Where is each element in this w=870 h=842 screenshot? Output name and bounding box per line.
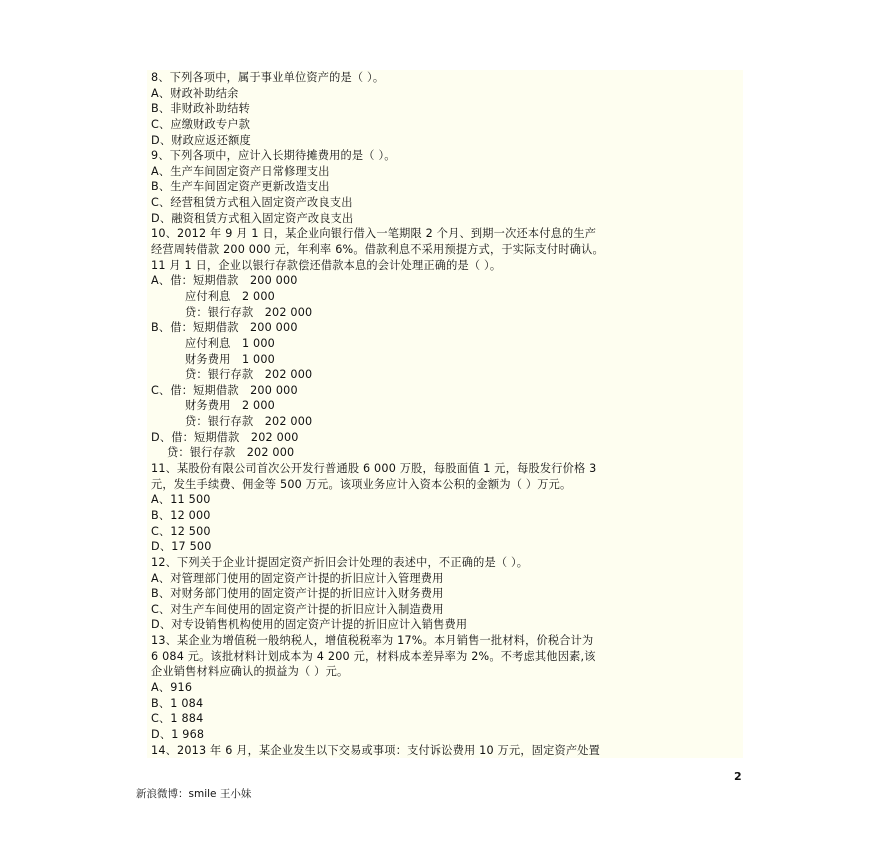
footer-text: 新浪微博：smile 王小妹: [136, 788, 252, 800]
option-12a: A、对管理部门使用的固定资产计提的折旧应计入管理费用: [151, 571, 444, 585]
question-10-line-2: 经营周转借款 200 000 元，年利率 6%。借款利息不采用预提方式，于实际支付时确认。: [151, 243, 604, 257]
option-10d-debit: D、借：短期借款 202 000: [151, 430, 299, 444]
option-8b: B、非财政补助结转: [151, 102, 250, 116]
option-12c: C、对生产车间使用的固定资产计提的折旧应计入制造费用: [151, 602, 444, 616]
option-10c-credit: 贷：银行存款 202 000: [185, 415, 313, 429]
option-10b-debit-1: B、借：短期借款 200 000: [151, 321, 298, 335]
option-10a-credit: 贷：银行存款 202 000: [185, 305, 313, 319]
question-10-line-1: 10、2012 年 9 月 1 日，某企业向银行借入一笔期限 2 个月、到期一次还本付息的生产: [151, 227, 597, 241]
document-body: [151, 70, 743, 758]
option-8a: A、财政补助结余: [151, 86, 239, 100]
option-11c: C、12 500: [151, 524, 211, 538]
option-10c-debit-2: 财务费用 2 000: [185, 399, 275, 413]
option-10a-debit-1: A、借：短期借款 200 000: [151, 274, 298, 288]
question-12: 12、下列关于企业计提固定资产折旧会计处理的表述中，不正确的是（ ）。: [151, 555, 529, 569]
option-12b: B、对财务部门使用的固定资产计提的折旧应计入财务费用: [151, 587, 444, 601]
option-10b-debit-3: 财务费用 1 000: [185, 352, 275, 366]
question-13-line-1: 13、某企业为增值税一般纳税人，增值税税率为 17%。本月销售一批材料，价税合计为: [151, 634, 594, 648]
option-11b: B、12 000: [151, 508, 211, 522]
option-13a: A、916: [151, 680, 193, 694]
page-number: 2: [734, 770, 742, 783]
option-13d: D、1 968: [151, 727, 205, 741]
option-13b: B、1 084: [151, 696, 204, 710]
option-13c: C、1 884: [151, 712, 204, 726]
question-14-line-1: 14、2013 年 6 月，某企业发生以下交易或事项：支付诉讼费用 10 万元，固定资产处置: [151, 743, 601, 757]
option-9c: C、经营租赁方式租入固定资产改良支出: [151, 196, 353, 210]
question-13-line-2: 6 084 元。该批材料计划成本为 4 200 元，材料成本差异率为 2%。不考虑其他因素,该: [151, 649, 596, 663]
option-10c-debit-1: C、借：短期借款 200 000: [151, 383, 298, 397]
option-9a: A、生产车间固定资产日常修理支出: [151, 164, 330, 178]
option-9d: D、融资租赁方式租入固定资产改良支出: [151, 211, 354, 225]
question-11-line-2: 元，发生手续费、佣金等 500 万元。该项业务应计入资本公积的金额为（ ）万元。: [151, 477, 572, 491]
question-13-line-3: 企业销售材料应确认的损益为（ ）元。: [151, 665, 349, 679]
option-9b: B、生产车间固定资产更新改造支出: [151, 180, 330, 194]
option-10a-debit-2: 应付利息 2 000: [185, 289, 275, 303]
option-12d: D、对专设销售机构使用的固定资产计提的折旧应计入销售费用: [151, 618, 468, 632]
option-11d: D、17 500: [151, 540, 212, 554]
option-11a: A、11 500: [151, 493, 211, 507]
question-10-line-3: 11 月 1 日，企业以银行存款偿还借款本息的会计处理正确的是（ ）。: [151, 258, 502, 272]
option-8d: D、财政应返还额度: [151, 133, 251, 147]
option-10b-credit: 贷：银行存款 202 000: [185, 368, 313, 382]
question-9: 9、下列各项中，应计入长期待摊费用的是（ ）。: [151, 149, 396, 163]
question-11-line-1: 11、某股份有限公司首次公开发行普通股 6 000 万股，每股面值 1 元，每股发行价格 3: [151, 462, 597, 476]
option-8c: C、应缴财政专户款: [151, 117, 251, 131]
question-8: 8、下列各项中，属于事业单位资产的是（ ）。: [151, 71, 385, 84]
option-10b-debit-2: 应付利息 1 000: [185, 336, 275, 350]
option-10d-credit: 贷：银行存款 202 000: [167, 446, 295, 460]
